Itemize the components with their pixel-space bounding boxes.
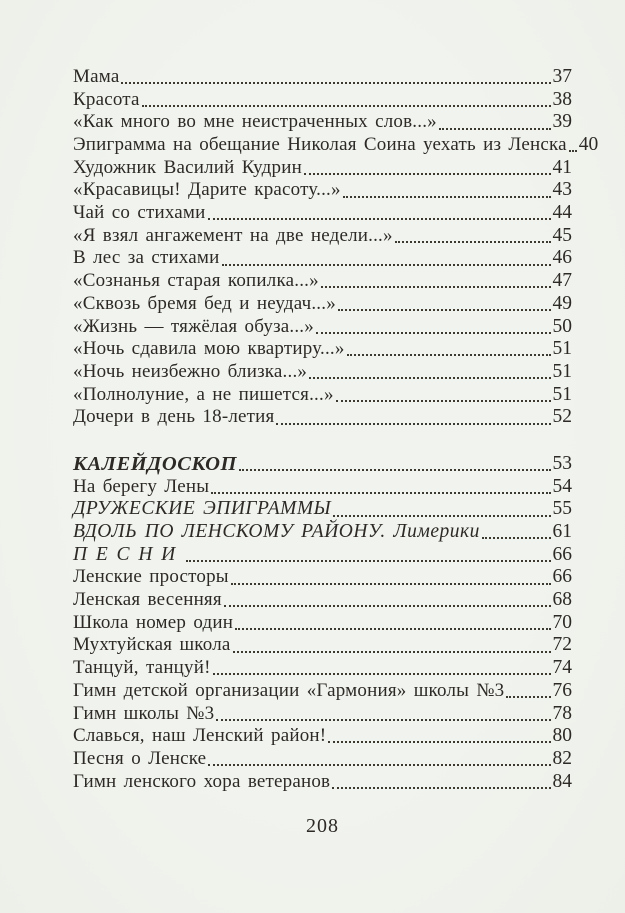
toc-entry-title: Школа номер один — [73, 611, 234, 633]
toc-entry-page: 70 — [552, 611, 572, 633]
toc-entry-page: 66 — [552, 566, 572, 588]
toc-entry — [73, 703, 572, 726]
toc-entry-title: «Ночь неизбежно близка...» — [73, 360, 308, 382]
toc-entry — [73, 225, 572, 248]
toc-entry — [73, 725, 572, 748]
toc-entry-page: 45 — [552, 224, 572, 246]
toc-entry — [73, 498, 572, 521]
toc-entry-page: 84 — [552, 770, 572, 792]
toc-entry-page: 41 — [552, 156, 572, 178]
toc-entry-title: Песня о Ленске — [73, 747, 207, 769]
toc-entry-page: 38 — [552, 88, 572, 110]
toc-entry — [73, 157, 572, 180]
toc-entry-title: «Я взял ангажемент на две недели...» — [73, 224, 393, 246]
toc-entry-page: 52 — [552, 406, 572, 428]
toc-entry — [73, 66, 572, 89]
toc-entry — [73, 657, 572, 680]
dot-leader — [222, 264, 551, 266]
toc-entry-page: 46 — [552, 247, 572, 269]
dot-leader — [233, 651, 551, 653]
toc-entry-page: 39 — [552, 111, 572, 133]
toc-entry-title: КАЛЕЙДОСКОП — [73, 452, 238, 475]
toc-entry-page: 53 — [552, 452, 572, 474]
toc-entry — [73, 521, 572, 544]
toc-entry-page: 55 — [552, 498, 572, 520]
toc-entry — [73, 111, 572, 134]
toc-entry — [73, 453, 572, 476]
toc-entry — [73, 771, 572, 794]
toc-entry-title: ДРУЖЕСКИЕ ЭПИГРАММЫ — [73, 498, 332, 520]
toc-entry-title: Художник Василий Кудрин — [73, 156, 302, 178]
dot-leader — [309, 377, 550, 379]
dot-leader — [439, 128, 551, 130]
toc-entry — [73, 179, 572, 202]
toc-entry — [73, 202, 572, 225]
toc-entry-page: 68 — [552, 589, 572, 611]
toc-entry — [73, 248, 572, 271]
dot-leader — [186, 560, 550, 562]
toc-entry-title: Дочери в день 18-летия — [73, 406, 275, 428]
toc-entry-title: Мама — [73, 65, 120, 87]
dot-leader — [338, 309, 551, 311]
toc-entry-title: На берегу Лены — [73, 475, 210, 497]
toc-entry-page: 51 — [552, 360, 572, 382]
toc-entry-title: Гимн школы №3 — [73, 702, 215, 724]
dot-leader — [482, 537, 551, 539]
dot-leader — [239, 469, 550, 471]
dot-leader — [395, 241, 551, 243]
dot-leader — [208, 218, 551, 220]
toc-entry-title: Танцуй, танцуй! — [73, 657, 211, 679]
dot-leader — [333, 515, 550, 517]
toc-entry-title: Гимн ленского хора ветеранов — [73, 770, 331, 792]
toc-entry — [73, 134, 599, 157]
dot-leader — [276, 423, 550, 425]
toc-entry-page: 37 — [552, 65, 572, 87]
toc-entry — [73, 384, 572, 407]
toc-entry — [73, 748, 572, 771]
toc-entry — [73, 635, 572, 658]
toc-entry — [73, 406, 572, 429]
toc-entry-title: ВДОЛЬ ПО ЛЕНСКОМУ РАЙОНУ. Лимерики — [73, 521, 480, 543]
dot-leader — [121, 82, 550, 84]
toc-entry-page: 74 — [552, 657, 572, 679]
toc-entry — [73, 680, 572, 703]
dot-leader — [142, 105, 551, 107]
toc-entry-title: «Полнолуние, а не пишется...» — [73, 383, 334, 405]
dot-leader — [216, 719, 550, 721]
toc-entry-page: 51 — [552, 383, 572, 405]
toc-entry — [73, 612, 572, 635]
toc-entry-page: 44 — [552, 202, 572, 224]
toc-entry — [73, 544, 572, 567]
toc-entry-page: 80 — [552, 725, 572, 747]
dot-leader — [569, 150, 577, 152]
toc-entry-page: 82 — [552, 747, 572, 769]
toc-entry-page: 72 — [552, 634, 572, 656]
page-number: 208 — [306, 815, 339, 838]
toc-entry-title: Гимн детской организации «Гармония» школы №3 — [73, 679, 505, 701]
toc-entry-page: 61 — [552, 521, 572, 543]
toc-entry-page: 78 — [552, 702, 572, 724]
toc-entry-title: Славься, наш Ленский район! — [73, 725, 327, 747]
dot-leader — [347, 354, 551, 356]
dot-leader — [231, 583, 551, 585]
toc-entry-page: 47 — [552, 270, 572, 292]
toc-entry — [73, 316, 572, 339]
toc-entry-title: ПЕСНИ — [73, 543, 185, 565]
toc-entry-title: Эпиграмма на обещание Николая Соина уехать из Ленска — [73, 134, 567, 156]
table-of-contents — [73, 65, 599, 793]
dot-leader — [328, 741, 550, 743]
toc-entry — [73, 338, 572, 361]
toc-entry-page: 40 — [578, 134, 599, 156]
toc-entry-page: 49 — [552, 292, 572, 314]
toc-entry-title: «Ночь сдавила мою квартиру...» — [73, 338, 345, 360]
toc-entry-title: «Сознанья старая копилка...» — [73, 270, 319, 292]
dot-leader — [304, 173, 551, 175]
toc-entry-title: В лес за стихами — [73, 247, 220, 269]
toc-entry-title: Ленская весенняя — [73, 589, 222, 611]
toc-entry-page: 66 — [552, 543, 572, 565]
dot-leader — [506, 696, 550, 698]
dot-leader — [224, 605, 551, 607]
toc-entry — [73, 589, 572, 612]
dot-leader — [213, 673, 551, 675]
toc-entry-title: Мухтуйская школа — [73, 634, 231, 656]
toc-entry-title: Ленские просторы — [73, 566, 229, 588]
toc-entry-page: 76 — [552, 679, 572, 701]
toc-entry — [73, 270, 572, 293]
toc-entry — [73, 361, 572, 384]
toc-entry — [73, 566, 572, 589]
toc-entry-title: «Красавицы! Дарите красоту...» — [73, 179, 341, 201]
toc-entry-title: Красота — [73, 88, 140, 110]
toc-entry-title: «Как много во мне неистраченных слов...» — [73, 111, 437, 133]
dot-leader — [332, 787, 550, 789]
dot-leader — [235, 628, 550, 630]
dot-leader — [336, 400, 551, 402]
dot-leader — [316, 332, 551, 334]
toc-entry-title: «Жизнь — тяжёлая обуза...» — [73, 315, 314, 337]
toc-entry-page: 51 — [552, 338, 572, 360]
toc-entry-title: «Сквозь бремя бед и неудач...» — [73, 292, 336, 314]
dot-leader — [208, 764, 550, 766]
toc-entry — [73, 476, 572, 499]
dot-leader — [343, 196, 551, 198]
toc-entry-page: 43 — [552, 179, 572, 201]
toc-entry — [73, 89, 572, 112]
dot-leader — [321, 286, 551, 288]
toc-entry-page: 54 — [552, 475, 572, 497]
toc-entry — [73, 293, 572, 316]
toc-entry-page: 50 — [552, 315, 572, 337]
toc-entry-title: Чай со стихами — [73, 202, 206, 224]
dot-leader — [211, 492, 550, 494]
